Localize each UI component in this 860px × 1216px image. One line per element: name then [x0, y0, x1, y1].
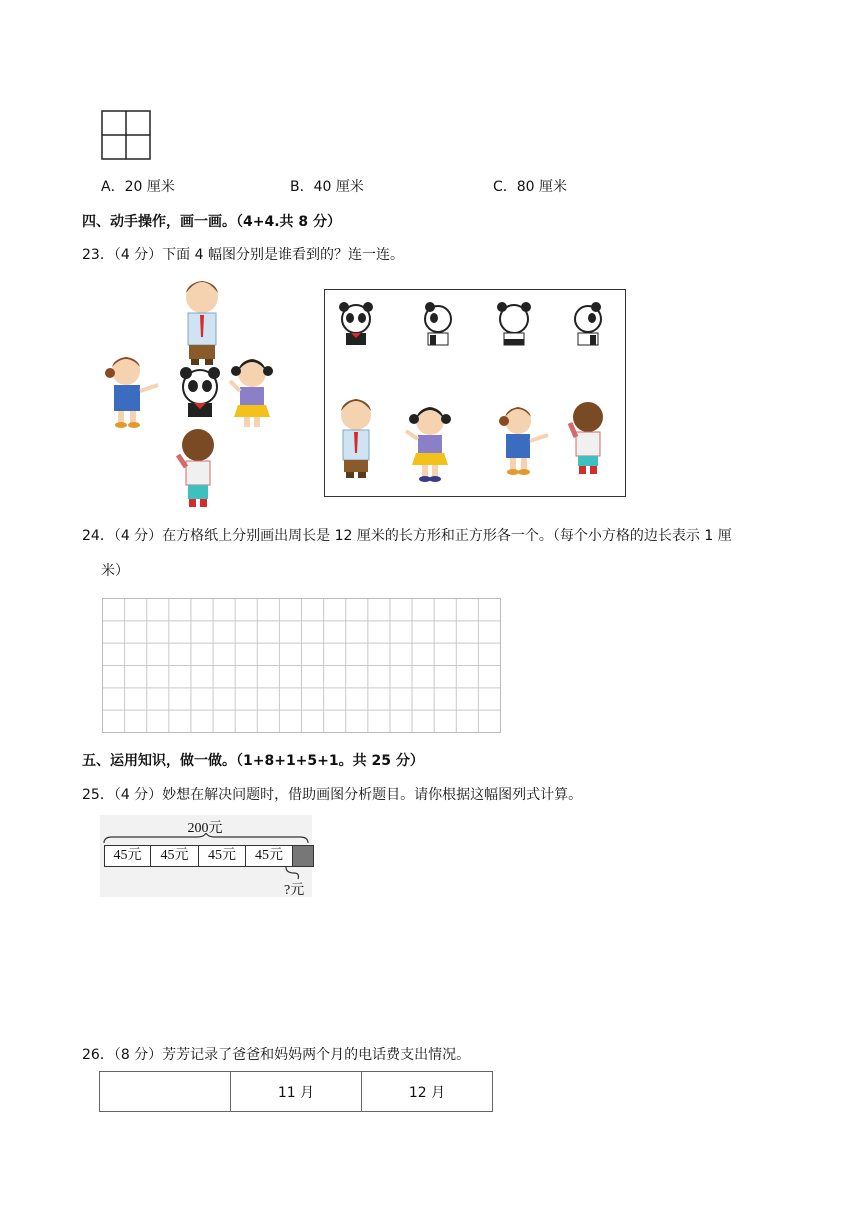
panda-back-view [497, 302, 531, 345]
table-header-nov: 11 月 [231, 1072, 362, 1112]
segment-4: 45元 [246, 846, 293, 866]
boy-figure-back [178, 429, 214, 507]
girl2-option-figure [406, 407, 451, 482]
section-5-heading: 五、运用知识，做一做。（1+8+1+5+1。共 25 分） [82, 753, 424, 769]
grid-paper [102, 598, 502, 734]
question-26-text: 26．（8 分）芳芳记录了爸爸和妈妈两个月的电话费支出情况。 [82, 1047, 471, 1063]
boy-option-figure [341, 399, 371, 478]
girl1-option-figure [499, 407, 548, 475]
table-header-blank [100, 1072, 231, 1112]
table-row [100, 1072, 493, 1112]
bar-segments [104, 845, 314, 867]
panda-front-view [339, 302, 373, 345]
question-24-line1: 24．（4 分）在方格纸上分别画出周长是 12 厘米的长方形和正方形各一个。（每个小方格的边长表示 1 厘 [82, 528, 732, 544]
question-24-line2: 米） [101, 563, 129, 579]
panda-side-view-1 [425, 302, 451, 345]
girl-figure-right [230, 359, 273, 427]
boy-figure-top [186, 281, 218, 365]
four-square-figure [101, 110, 151, 160]
option-a: A．20 厘米 [101, 179, 175, 195]
segment-2: 45元 [151, 846, 199, 866]
viewpoint-scene [100, 275, 300, 511]
phone-bill-table [99, 1071, 493, 1112]
segment-3: 45元 [199, 846, 246, 866]
option-b: B．40 厘米 [290, 179, 364, 195]
question-25-text: 25．（4 分）妙想在解决问题时，借助画图分析题目。请你根据这幅图列式计算。 [82, 787, 583, 803]
option-c: C．80 厘米 [493, 179, 568, 195]
section-4-heading: 四、动手操作，画一画。（4+4.共 8 分） [82, 214, 342, 230]
question-23-text: 23．（4 分）下面 4 幅图分别是谁看到的？连一连。 [82, 247, 404, 263]
segment-1: 45元 [105, 846, 151, 866]
girl-figure-left [105, 357, 158, 428]
unknown-label: ?元 [284, 883, 305, 898]
boy-back-option-figure [570, 402, 603, 474]
panda-figure-center [180, 367, 220, 417]
panda-side-view-2 [575, 302, 601, 345]
total-label: 200元 [187, 821, 223, 836]
views-images [326, 291, 624, 495]
unknown-segment [293, 846, 313, 866]
table-header-dec: 12 月 [362, 1072, 493, 1112]
bar-diagram [100, 815, 312, 897]
